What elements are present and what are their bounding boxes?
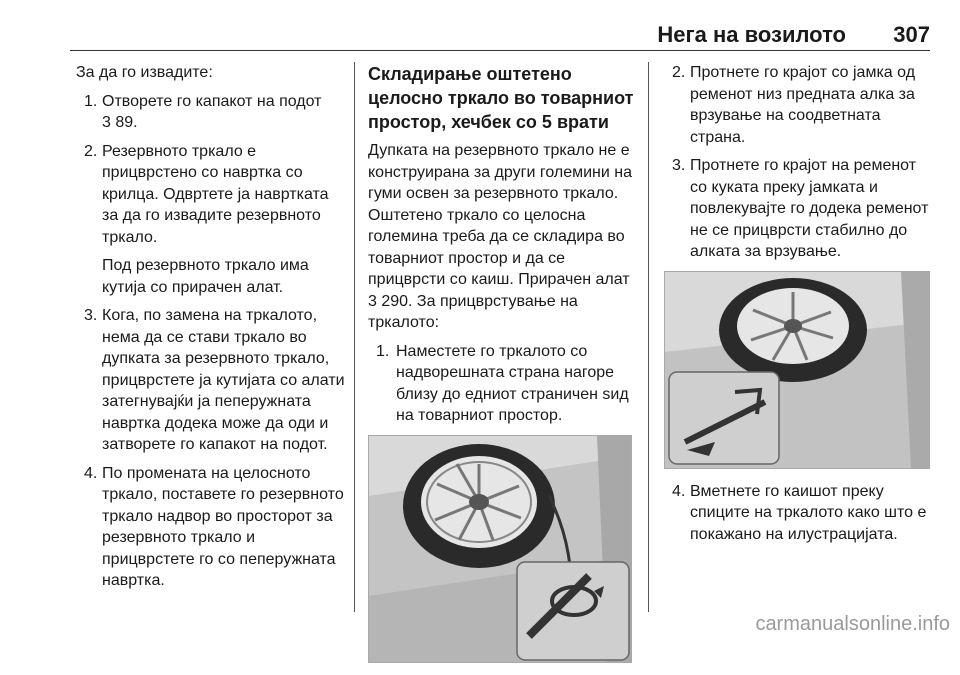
list-item: [664, 481, 934, 546]
list-item: [664, 155, 934, 263]
list-item: [368, 341, 636, 427]
strap-hook-illustration: [664, 271, 930, 469]
column-3: [664, 62, 934, 552]
column-divider-1: [354, 62, 355, 612]
item-text: Протнете го крајот со јамка од ременот низ предната алка за врзување на соодветната страна.: [690, 64, 916, 146]
item-number: 3.: [672, 157, 686, 174]
header-rule: [70, 50, 930, 51]
item-text: Отворете го капакот на подот: [102, 92, 322, 110]
section-heading: Складирање оштетено целосно тркало во товарниот простор, хечбек со 5 врати: [368, 64, 634, 132]
item-number: 4.: [672, 482, 686, 500]
item-text: Протнете го крајот на ременот со куката преку јамката и повлекувајте го додека ременот не се прицврсти стабилно до алката за врзување.: [690, 157, 929, 260]
intro-text: За да го извадите:: [76, 64, 213, 81]
item-text: Наместете го тркалото со надворешната страна нагоре близу до едниот страничен sид на товарниот простор.: [396, 342, 629, 424]
list-item: [76, 141, 348, 299]
column-1: [76, 62, 348, 599]
item-text: Резервното тркало е прицврстено со навртка со крилца. Одвртете ја навртката за да го извадите резервното тркало.: [102, 142, 329, 246]
list-item: [76, 305, 348, 456]
item-number: 1.: [376, 342, 390, 360]
list-item: [664, 62, 934, 148]
item-text: Вметнете го каишот преку спиците на тркалото како што е покажано на илустрацијата.: [690, 482, 927, 543]
column-divider-2: [648, 62, 649, 612]
item-number: 2.: [84, 142, 98, 160]
page-number: 307: [893, 22, 930, 47]
trunk-wheel-strap-illustration: [368, 435, 632, 663]
item-number: 3.: [84, 307, 98, 324]
item-subtext: Под резервното тркало има кутија со прирачен алат.: [102, 257, 309, 296]
page-header-title: Нега на возилото: [657, 22, 846, 47]
page-reference-link[interactable]: 3 89.: [102, 114, 138, 131]
item-number: 1.: [84, 92, 98, 110]
item-text: По промената на целосното тркало, поставете го резервното тркало надвор во просторот за резервното тркало и прицврстете го со пеперужната навртка.: [102, 464, 344, 589]
column-2: [368, 62, 636, 675]
list-item: [76, 91, 348, 134]
item-number: 2.: [672, 64, 686, 81]
item-number: 4.: [84, 464, 98, 482]
section-paragraph: Дупката на резервното тркало не е конструирана за други големини на гуми освен за резервното тркало. Оштетено тркало со целосна големина треба да се складира во товарниот простор и да се прицврсти со каиш. Прирачен алат 3 290. За прицврстување на тркалото:: [368, 142, 632, 331]
site-watermark: carmanualsonline.info: [755, 613, 950, 635]
list-item: [76, 463, 348, 592]
item-text: Кога, по замена на тркалото, нема да се стави тркало во дупката за резервното тркало, прицврстете ја кутијата со алати затегнувајќи ја пеперужната навртка додека може да оди и затворете го капакот на подот.: [102, 307, 345, 453]
